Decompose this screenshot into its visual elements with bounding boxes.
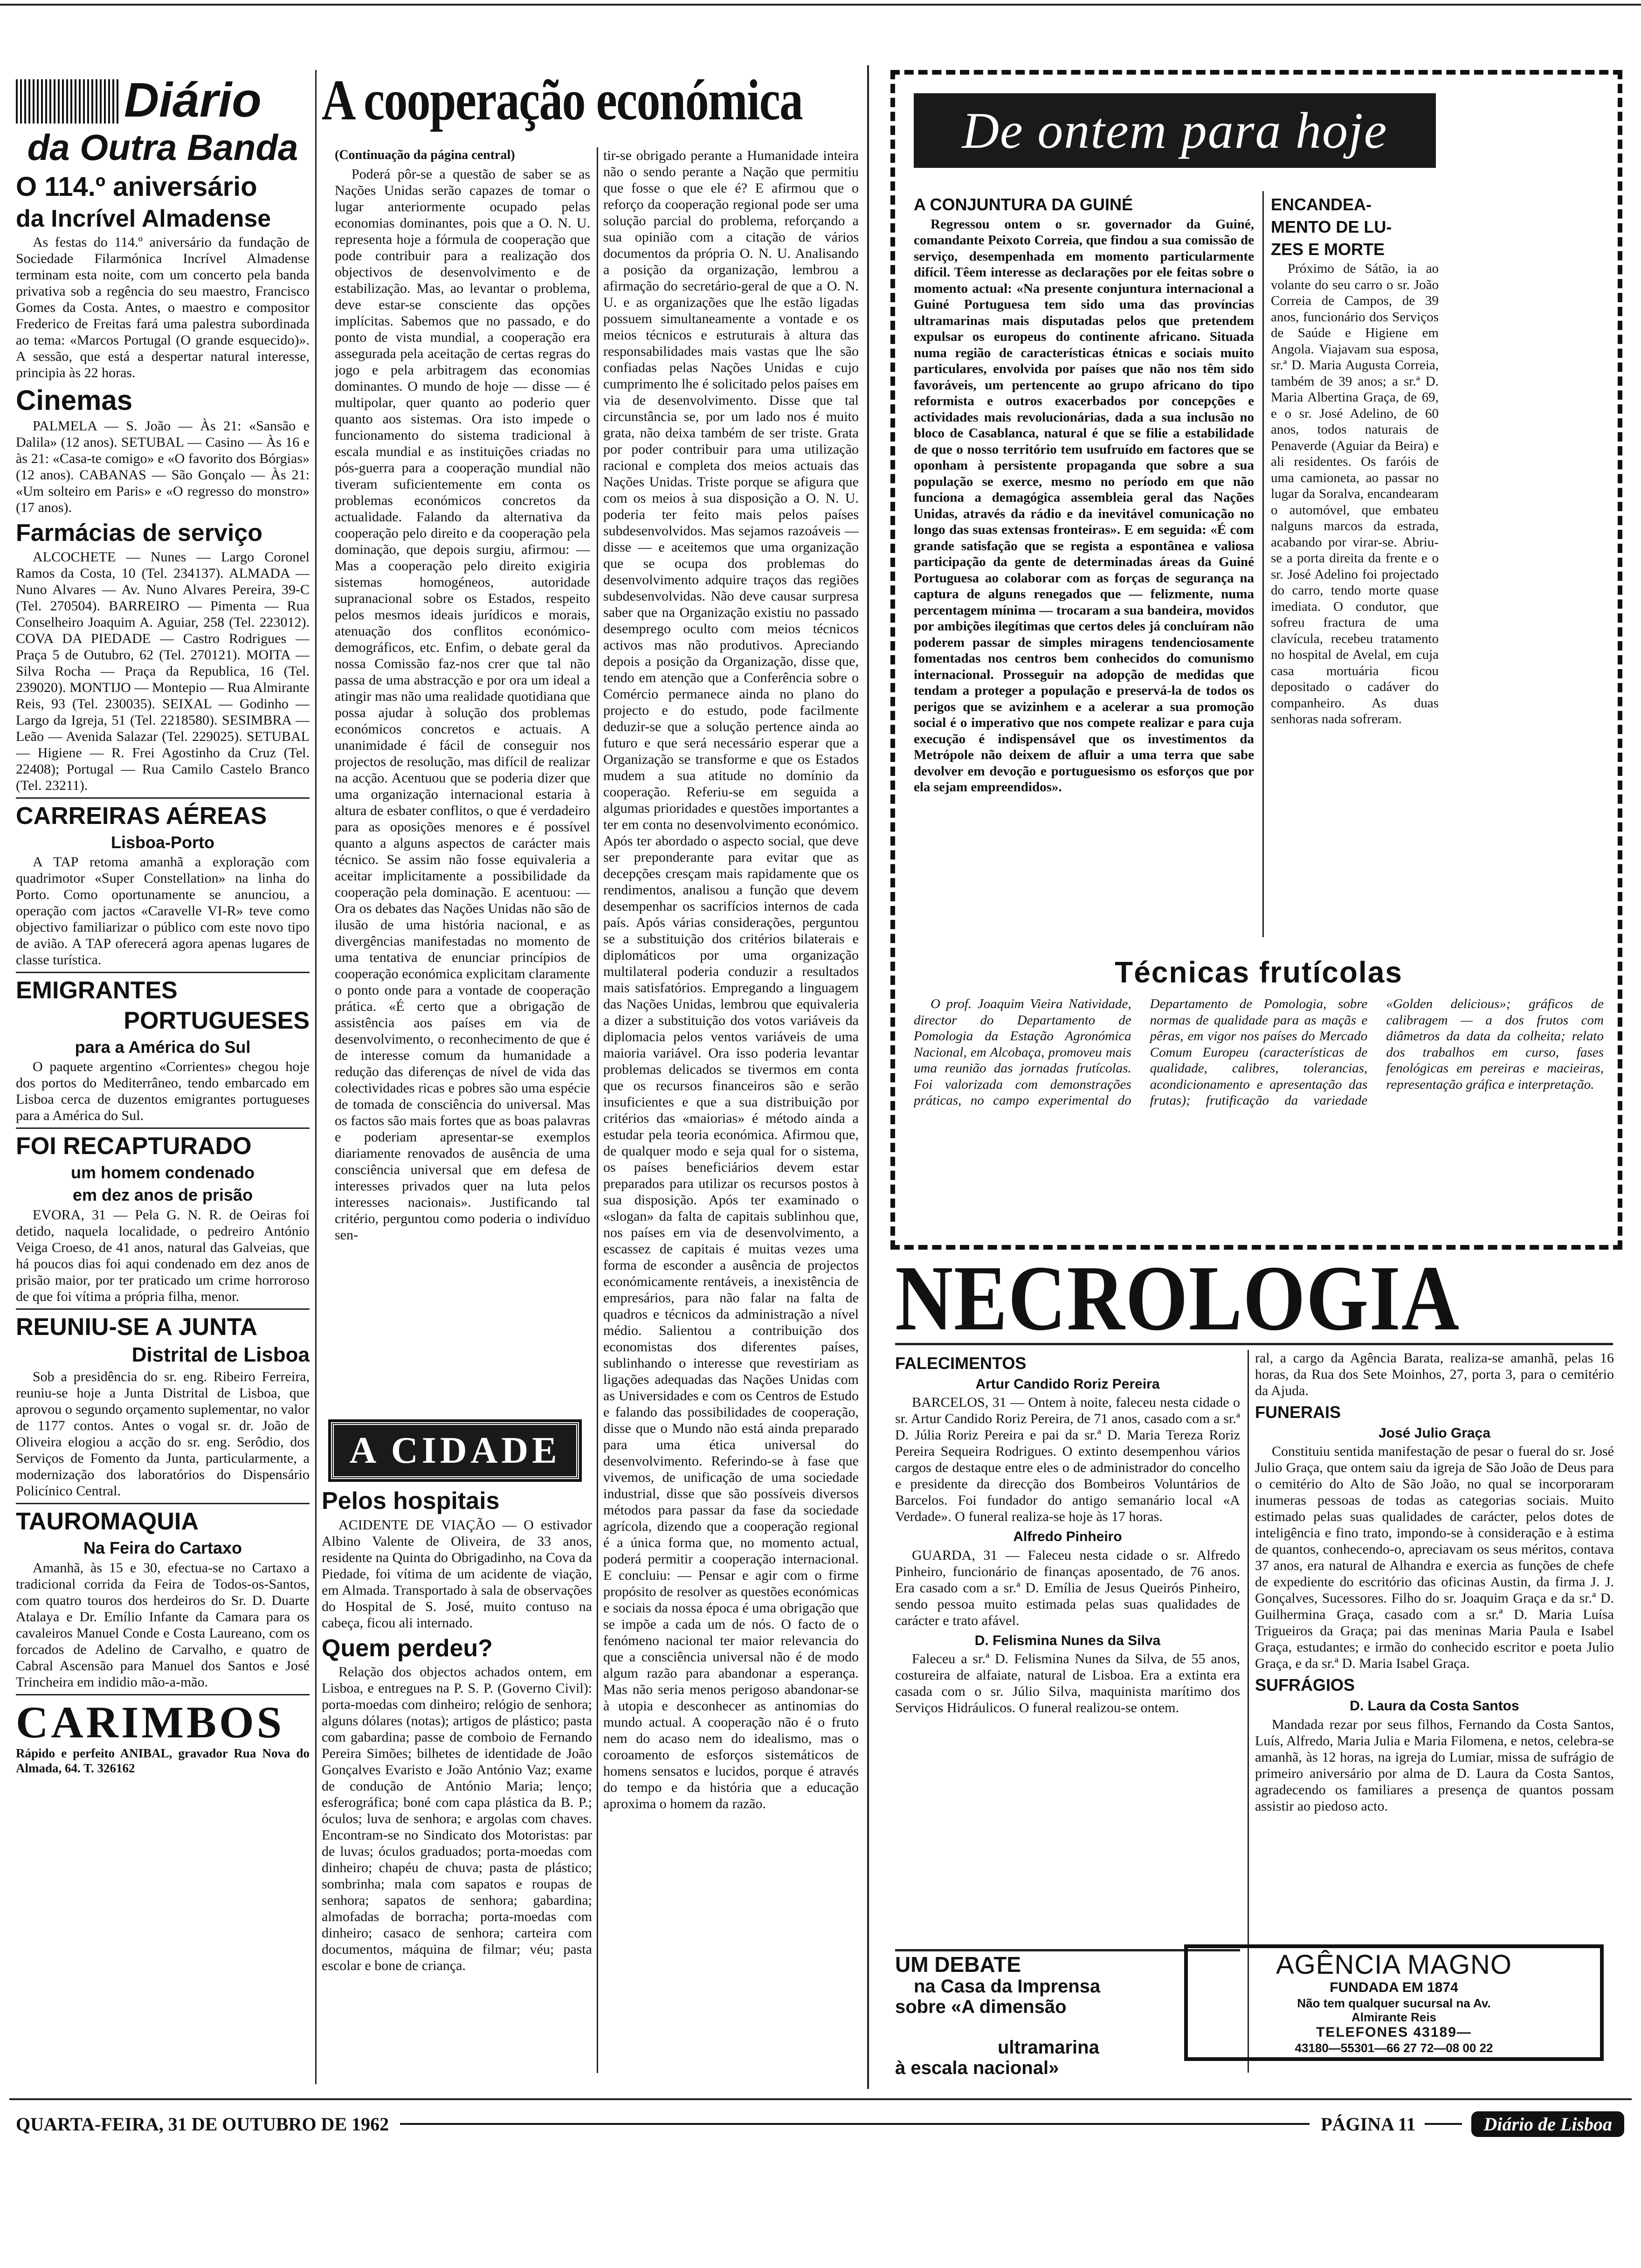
agencia-nao-tem: Não tem qualquer sucursal na Av. Almirante Reis: [1297, 1996, 1491, 2024]
guine-column: [914, 191, 1254, 947]
footer: [16, 2108, 1624, 2140]
continuation-note: (Continuação da página central): [335, 148, 515, 162]
guine-text: Regressou ontem o sr. governador da Guiné, comandante Peixoto Correia, que findou a sua comissão de serviço, desempenhada em momento particularmente difícil. Têem interesse as declarações por ele feitas sobre o momento actual: «Na presente conjuntura internacional a Guiné Portuguesa tem sido uma das províncias ultramarinas mais disputadas pelos que pretendem expulsar os europeus do continente africano. Situada numa região de características étnicas e sociais muito particulares, envolvida por países que não nos têm sido favoráveis, um pertencente ao grupo africano do tipo reformista e outros exacerbados por concepções e actividades mais revolucionárias, dada a sua inclusão no bloco de Casablanca, natural é que se filie a estabilidade de que o nosso território tem usufruído em factores que se oponham à persistente propaganda que sobre a sua população se exerce, mesmo no período em que não funciona a demagógica assembleia geral das Nações Unidas, através da rádio e da inevitável comunicação no longo das suas extensas fronteiras». E em seguida: «É com grande satisfação que se regista a espontânea e valiosa participação da gente de determinadas áreas da Guiné Portuguesa ao colaborar com as forças de segurança na captura de alguns renegados que — felizmente, numa percentagem mínima — trocaram a sua bandeira, movidos por ambições ilegítimas que certos deles já concluíram não poderem passar de simples miragens tendenciosamente fomentadas nos centros bem conhecidos do comunismo internacional. Prosseguir na adopção de medidas que tendam a proteger a população e preservá-la de todos os perigos que se avizinhem e a acelerar a sua promoção social é o imperativo que nos compete realizar e para cuja execução é indispensável que os investimentos da Metrópole não deixem de afluir a uma terra que sabe devolver em devoção e portuguesismo os esforços que por ela sejam empreendidos».: [914, 216, 1254, 795]
cooperacao-headline: A cooperação económica: [322, 68, 803, 132]
n1-text: BARCELOS, 31 — Ontem à noite, faleceu nesta cidade o sr. Artur Candido Roriz Pereira, de 71 anos, casado com a sr.ª D. Júlia Roriz Pereira e pai da sr.ª D. Maria Tereza Roriz Pereira Sequeira Rodrigues. O extinto desempenhou vários cargos de destaque entre eles o de administrador do concelho e presidente da direcção dos Bombeiros Voluntários de Barcelos. Foi fundador do antigo semanário local «A Verdade». O funeral realiza-se hoje às 17 horas.: [895, 1395, 1240, 1525]
n3-text: Faleceu a sr.ª D. Felismina Nunes da Silva, de 55 anos, costureira de alfaiate, natural de Lisboa. Era a extinta era casada com o sr. Júlio Silva, maquinista marítimo dos Serviços Hidráulicos. O funeral realizou-se ontem.: [895, 1651, 1240, 1716]
agencia-name: AGÊNCIA MAGNO: [1276, 1950, 1512, 1980]
necrologia-banner: [895, 1259, 1622, 1338]
necrologia-banner-text: NECROLOGIA: [895, 1259, 1460, 1338]
s1-text: Mandada rezar por seus filhos, Fernando da Costa Santos, Luís, Alfredo, Maria Julia e Maria Filomena, e netos, celebra-se amanhã, às 12 horas, na igreja do Lumiar, missa de sufrágio de primeiro aniversário por alma de D. Laura da Costa Santos, agradecendo os familiares a presença de quantos possam assistir ao piedoso acto.: [1255, 1716, 1614, 1814]
n3-name: D. Felismina Nunes da Silva: [974, 1632, 1161, 1648]
quem-perdeu-text: Relação dos objectos achados ontem, em Lisboa, e entregues na P. S. P. (Governo Civil): porta-moedas com dinheiro; relógio de senhora; alguns dólares (notas); artigos de plástico; pasta com gabardina; passe de comboio de Fernando Pereira Simões; bilhetes de identidade de João Gonçalves Evaristo e João António Vaz; exame de condução de António Maria; lenço; esferográfica; boné com capa plástica da B. P.; óculos; luva de senhora; e argolas com chaves. Encontram-se no Sindicato dos Motoristas: par de luvas; óculos graduados; porta-moedas com dinheiro; chapéu de chuva; pasta de plástico; sombrinha; mala com sapatos e roupas de senhora; sapatos de senhora; gabardina; almofadas de borracha; porta-moedas com dinheiro; casaco de senhora; carteira com documentos, máquina de filmar; véu; pasta escolar e bone de criança.: [322, 1664, 592, 1974]
carimbos-headline: CARIMBOS: [16, 1697, 285, 1747]
footer-line: [400, 2123, 1310, 2125]
emigrantes-text: O paquete argentino «Corrientes» chegou hoje dos portos do Mediterrâneo, tendo embarcado em Lisboa cerca de duzentos emigrantes portugueses para a América do Sul.: [16, 1059, 310, 1124]
hospitais-text: ACIDENTE DE VIAÇÃO — O estivador Albino Valente de Oliveira, de 33 anos, residente na Quinta do Obrigadinho, na Cova da Piedade, foi vítima de um acidente de viação, em Almada. Transportado à sala de observações do Hospital de S. José, muito contuso na cabeça, ficou ali internado.: [322, 1517, 592, 1631]
junta-text: Sob a presidência do sr. eng. Ribeiro Ferreira, reuniu-se hoje a Junta Distrital de Lisboa, que aprovou o segundo orçamento suplementar, no valor de 1177 contos. Antes o vogal sr. dr. João de Oliveira elogiou a acção do sr. eng. Serôdio, dos Serviços de Fomento da Junta, particularmente, a modernização dos laboratórios do Dispensário Policínico Central.: [16, 1369, 310, 1499]
agencia-fundada: FUNDADA EM 1874: [1330, 1980, 1458, 1995]
recapturado-text: EVORA, 31 — Pela G. N. R. de Oeiras foi detido, naquela localidade, o pedreiro António Veiga Croeso, de 41 anos, natural das Galveias, que há poucos dias foi aqui condenado em dez anos de prisão maior, por ter praticado um crime horroroso de que foi vítima a própria filha, menor.: [16, 1207, 310, 1304]
tauromaquia-subheadline: Na Feira do Cartaxo: [83, 1538, 242, 1558]
debate-head-1: UM DEBATE: [895, 1952, 1021, 1977]
cooperacao-text-1: Poderá pôr-se a questão de saber se as Nações Unidas serão capazes de tomar o lugar anteriormente ocupado pelas economias dominantes, pois que a O. N. U. representa hoje a fórmula de cooperação que pode contribuir para a realização dos objectivos de desenvolvimento e de estabilização. Mas, ao levantar o problema, deve estar-se consciente das opções implícitas. Sabemos que no passado, e do ponto de vista mundial, a cooperação era assegurada pela aceitação de certas regras do jogo e pela arbitragem das economias dominantes. O mundo de hoje — disse — é multipolar, quer quanto ao poderio quer quanto aos sistemas. Ora isto impede o funcionamento do sistema tradicional à escala mundial e as instituições criadas no pós-guerra para a cooperação mundial não tiveram suficientemente em conta os problemas económicos concretos da actualidade. Falando da alternativa da cooperação pelo direito e da cooperação pela dominação, que depois surgiu, afirmou: — Mas a cooperação pelo direito exigiria sistemas homogéneos, autoridade supranacional sobre os Estados, respeito pelos mesmos ideais jurídicos e morais, atenuação dos conflitos económico-demográficos, etc. Enfim, o debate geral da nossa Comissão faz-nos crer que tal não passa de uma abstracção e por ora um ideal a atingir mas não uma realidade quotidiana que possa ajudar à solução dos problemas económicos concretos e actuais. A unanimidade é fácil de conseguir nos projectos de resolução, mas difícil de realizar na acção. Acentuou que se poderia dizer que uma organização internacional estaria à altura de esbater conflitos, o que é verdadeiro para as oposições menores e é possível quanto a alguns aspectos de carácter mais técnico. Se assim não fosse equivaleria a aceitar implicitamente a possibilidade da cooperação pela dominação. E acentuou: — Ora os debates das Nações Unidas não são de ilusão de uma história nacional, e as divergências manifestadas no momento de uma tentativa de enunciar princípios de cooperação económica explicitam claramente o ponto onde para a vontade de cooperação prática. «É certo que a obrigação de assistência aos países em via de desenvolvimento, o reconhecimento de que é de interesse comum da humanidade a redução das diferenças de nível de vida das colectividades ricas e pobres são uma espécie de tomada de consciência do universal. Mas os factos são mais fortes que as boas palavras e poderiam apresentar-se exemplos diariamente renovados de ausência de uma consciência universal que em defesa de interesses privados quer na luta pelos interesses nacionais». Justificando tal critério, perguntou como poderia o indivíduo sen-: [335, 166, 590, 1243]
aniversario-subheadline: da Incrível Almadense: [16, 205, 271, 232]
cinemas-headline: Cinemas: [16, 385, 133, 416]
ontem-banner: [914, 93, 1436, 168]
n2-name: Alfredo Pinheiro: [1013, 1529, 1122, 1545]
footer-rule: [9, 2098, 1632, 2100]
divider: [16, 1503, 310, 1504]
masthead-subtitle: da Outra Banda: [27, 127, 298, 168]
cooperacao-col-2: [603, 147, 859, 2073]
debate-head-2: na Casa da Imprensa: [914, 1976, 1101, 1997]
aereas-text: A TAP retoma amanhã a exploração com quadrimotor «Super Constellation» na linha do Porto. Como oportunamente se anunciou, a operação com jactos «Caravelle VI-R» teve como objectivo familiarizar o público com este novo tipo de avião. A TAP oferecerá agora apenas lugares de classe turística.: [16, 854, 310, 968]
s1-name: D. Laura da Costa Santos: [1350, 1698, 1519, 1714]
column-rule: [315, 70, 317, 2084]
tecnicas-text: O prof. Joaquim Vieira Natividade, director do Departamento de Pomologia da Estação Agronómica Nacional, em Alcobaça, promoveu mais uma reunião das jornadas frutícolas. Foi valorizada com demonstrações práticas, no campo experimental do Departamento de Pomologia, sobre normas de qualidade para as maçãs e pêras, em vigor nos países do Mercado Comum Europeu (características de qualidade, calibres, tolerancias, acondicionamento e apresentação das frutas); frutificação da variedade «Golden delicious»; gráficos de calibragem — a dos frutos com diâmetros da data da colheita; relato dos trabalhos em curso, fases fenológicas em pereiras e macieiras, representação gráfica e interpretação.: [914, 996, 1604, 1108]
n2-text: GUARDA, 31 — Faleceu nesta cidade o sr. Alfredo Pinheiro, funcionário de finanças aposentado, de 76 anos. Era casado com a sr.ª D. Emília de Jesus Queirós Pinheiro, sendo pessoa muito estimada pelas suas qualidades de carácter e trato afável.: [895, 1547, 1240, 1628]
tecnicas-section: [914, 951, 1604, 1231]
quem-perdeu-headline: Quem perdeu?: [322, 1634, 493, 1662]
recapturado-sub-1: um homem condenado: [70, 1163, 255, 1182]
emigrantes-headline-2: PORTUGUESES: [124, 1007, 310, 1035]
aereas-headline: CARREIRAS AÉREAS: [16, 802, 267, 830]
junta-headline: REUNIU-SE A JUNTA: [16, 1313, 258, 1341]
footer-page: PÁGINA 11: [1321, 2113, 1416, 2135]
recapturado-sub-2: em dez anos de prisão: [72, 1185, 253, 1204]
encandeamento-headline-1: ENCANDEA-: [1271, 195, 1372, 214]
debate-head-3: sobre «A dimensão: [895, 1997, 1067, 2018]
cooperacao-headline-box: [322, 65, 881, 135]
column-rule: [867, 65, 869, 2089]
recapturado-headline: FOI RECAPTURADO: [16, 1133, 252, 1160]
cinemas-text: PALMELA — S. João — Às 21: «Sansão e Dalila» (12 anos). SETUBAL — Casino — Às 16 e às 21: «Casa-te comigo» e «O favorito dos Bórgias» (12 anos). CABANAS — São Gonçalo — Às 21: «Um solteiro em Paris» e «O regresso do monstro» (17 anos).: [16, 418, 310, 516]
agencia-numeros: 43180—55301—66 27 72—08 00 22: [1295, 2041, 1493, 2055]
necrologia-col-1: [895, 1350, 1240, 1947]
falecimentos-headline: FALECIMENTOS: [895, 1354, 1027, 1373]
farmacias-headline: Farmácias de serviço: [16, 519, 262, 547]
tauromaquia-text: Amanhã, às 15 e 30, efectua-se no Cartaxo a tradicional corrida da Feira de Todos-os-Santos, com quatro touros dos herdeiros do Sr. D. Duarte Atalaya e Dr. Emílio Infante da Camara para os cavaleiros Manuel Conde e Costa Laureano, com os forcados de Adelino de Carvalho, e quatro de Cabral Ascensão para Manuel dos Santos e José Trincheira em indidio mão-a-mão.: [16, 1560, 310, 1690]
encandeamento-headline-2: MENTO DE LU-: [1271, 217, 1392, 236]
agencia-telefones: TELEFONES 43189—: [1316, 2025, 1472, 2040]
funerais-headline: FUNERAIS: [1255, 1403, 1341, 1422]
cooperacao-text-2: tir-se obrigado perante a Humanidade inteira não o sendo perante a Nação que permitiu que fosse o que ele é? E afirmou que o reforço da cooperação regional pode ser uma solução parcial do problema, reforçando a sua opinião com a citação de vários documentos da própria O. N. U. Analisando a posição da organização, lembrou a afirmação do secretário-geral de que a O. N. U. e as organizações que lhe estão ligadas possuem simultaneamente a vontade e os meios técnicos e estruturais à altura das responsabilidades mais vastas que lhe são confiadas pelas Nações Unidas e cujo cumprimento lhe é solicitado pelos países em via de desenvolvimento. Disse que tal circunstância se, por um lado nos é muito grata, não deixa também de ser triste. Grata por poder contribuir para uma utilização racional e completa dos meios actuais das Nações Unidas. Triste porque se afigura que com os meios à sua disposição a O. N. U. poderia ter feito mais pelos países subdesenvolvidos. Mas sejamos razoáveis — disse — e aceitemos que uma organização que se ocupa dos problemas do desenvolvimento adquire traços das regiões subdesenvolvidas. Não deve causar surpresa saber que na Organização existiu no passado desemprego oculto com meios técnicos activos mas não produtivos. Apreciando depois a posição da Organização, disse que, tendo em atenção que a Conferência sobre o Comércio permanece ainda no plano do projecto e do estudo, pode facilmente deduzir-se que a solução pertence ainda ao futuro e que será necessário esperar que a Organização se transforme e que os Estados mudem a sua atitude no domínio da cooperação. Referiu-se em seguida a algumas prioridades e questões importantes a ter em conta no desenvolvimento económico. Após ter abordado o aspecto social, que deve ser preponderante para evitar que as decepções cresçam mais rapidamente que os rendimentos, analisou a função que devem desempenhar os sacrifícios internos de cada país. Após várias considerações, perguntou se a substituição dos critérios bilaterais e diplomáticos por uma organização multilateral poderia conduzir a resultados mais satisfatórios. Empregando a linguagem das Nações Unidas, lembrou que equivaleria a dizer a substituição dos votos variáveis da diplomacia pelos ventos variáveis de uma maioria variável. Ora isso poderia levantar problemas delicados se tivermos em conta que os recursos financeiros são e serão insuficientes e que a sua distribuição por critérios das «maiorias» é método ainda a estudar pela teoria económica. Afirmou que, de qualquer modo e seja qual for o sistema, os países beneficiários devem estar preparados para utilizar os recursos postos à sua disposição. Após ter examinado o «slogan» da falta de capitais sublinhou que, nos países em via de desenvolvimento, a escassez de capitais é muitas vezes uma forma de esconder a ausência de projectos económicamente rentáveis, a inexistência de empresários, para não falar na falta de quadros e técnicos da administração a nível médio. Salientou a contribuição dos economistas dos diferentes países, sublinhando o interesse que revestiriam as ligações adequadas das Nações Unidas com as Universidades e com os Centros de Estudo e falando das possibilidades de cooperação, disse que o Mundo não está ainda preparado para uma ética universal do desenvolvimento. Referindo-se à fase que vivemos, de unificação de uma sociedade industrial, disse que são possíveis diversos métodos para passar da fase da sociedade agrícola, dizendo que a cooperação regional é a única forma que, no momento actual, poderá permitir a cooperação internacional. E concluiu: — Pensar e agir com o firme propósito de resolver as questões económicas e sociais da nossa época é uma obrigação que se impõe a cada um de nós. O facto de o fenómeno nacional ter maior relevancia do que a consciência universal não é de modo algum razão para abandonar a esperança. Mas não seria menos perigoso abandonar-se à utopia e desconhecer as antinomias do mundo actual. A cooperação não é o fruto nem do acaso nem do idealismo, mas o coroamento de esforços sistemáticos de homens sensatos e lucidos, porque é através do tempo e da história que a educação aproxima o homem da razão.: [603, 148, 859, 1812]
cidade-section: [322, 1418, 592, 2061]
divider: [16, 797, 310, 799]
tauromaquia-headline: TAUROMAQUIA: [16, 1508, 199, 1535]
aniversario-text: As festas do 114.º aniversário da fundação de Sociedade Filarmónica Incrível Almadense terminam esta noite, com um concerto pela banda privativa sob a regência do seu maestro, Francisco Gomes da Costa. Antes, o maestro e compositor Frederico de Freitas fará uma palestra subordinada ao tema: «Marcos Portugal (O grande esquecido)». A sessão, que está a despertar natural interesse, principia às 22 horas.: [16, 235, 310, 381]
hospitais-headline: Pelos hospitais: [322, 1487, 500, 1514]
divider: [16, 1694, 310, 1695]
necrologia-col-2: [1255, 1350, 1614, 1928]
aereas-subheadline: Lisboa-Porto: [111, 832, 214, 852]
farmacias-text: ALCOCHETE — Nunes — Largo Coronel Ramos da Costa, 10 (Tel. 234137). ALMADA — Nuno Alvares — Av. Nuno Alvares Pereira, 39-C (Tel. 270504). BARREIRO — Pimenta — Rua Conselheiro Joaquim A. Aguiar, 258 (Tel. 223012). COVA DA PIEDADE — Castro Rodrigues — Praça 5 de Outubro, 62 (Tel. 270121). MOITA — Silva Rocha — Praça da Republica, 16 (Tel. 239020). MONTIJO — Montepio — Rua Almirante Reis, 93 (Tel. 230035). SEIXAL — Godinho — Largo da Igreja, 51 (Tel. 2218580). SESIMBRA — Leão — Avenida Salazar (Tel. 229025). SETUBAL — Higiene — R. Frei Agostinho da Cruz (Tel. 22408); Portugal — Rua Camilo Castelo Branco (Tel. 23211).: [16, 549, 310, 794]
carimbos-text: Rápido e perfeito ANIBAL, gravador Rua Nova do Almada, 64. T. 326162: [16, 1746, 310, 1775]
aniversario-headline: O 114.º aniversário: [16, 172, 257, 202]
masthead-title: Diário: [124, 73, 262, 127]
left-column: [16, 70, 310, 2089]
encandeamento-headline-3: ZES E MORTE: [1271, 239, 1385, 259]
debate-head-4: ultramarina: [998, 2038, 1099, 2058]
masthead: [16, 70, 310, 127]
encandeamento-text: Próximo de Sátão, ia ao volante do seu carro o sr. João Correia de Campos, de 39 anos, funcionário dos Serviços de Saúde e Higiene em Angola. Viajavam sua esposa, sr.ª D. Maria Augusta Correia, também de 39 anos; a sr.ª D. Maria Albertina Graça, de 69, e o sr. José Adelino, de 60 anos, todos naturais de Penaverde (Aguiar da Beira) e ali residentes. Os faróis de uma camioneta, ao passar no lugar da Soralva, encandearam o automóvel, que embateu nalguns marcos da estrada, acabando por virar-se. Abriu-se a porta direita da frente e o sr. José Adelino foi projectado do carro, tendo morte quase imediata. O condutor, que sofreu fractura de uma clavícula, recebeu tratamento no hospital de Avelal, em cuja casa mortuária ficou depositado o cadáver do companheiro. As duas senhoras nada sofreram.: [1271, 261, 1439, 727]
f1-name: José Julio Graça: [1378, 1425, 1491, 1441]
emigrantes-headline: EMIGRANTES: [16, 977, 178, 1004]
debate-head-5: à escala nacional»: [895, 2058, 1059, 2078]
divider: [16, 1308, 310, 1310]
tecnicas-headline: Técnicas frutícolas: [1115, 955, 1403, 989]
cooperacao-col-1: [335, 147, 590, 1416]
encandeamento-column: [1271, 191, 1439, 947]
column-rule: [597, 147, 598, 2073]
guine-headline: A CONJUNTURA DA GUINÉ: [914, 195, 1133, 214]
emigrantes-subheadline: para a América do Sul: [75, 1037, 251, 1057]
top-rule: [0, 4, 1641, 6]
ontem-banner-text: De ontem para hoje: [962, 102, 1388, 159]
n1-name: Artur Candido Roriz Pereira: [975, 1376, 1160, 1392]
agencia-magno-ad: [1184, 1944, 1604, 2061]
cidade-banner: [331, 1422, 579, 1479]
masthead-stripes: [16, 79, 118, 124]
cidade-banner-text: A CIDADE: [349, 1430, 561, 1471]
footer-paper: Diário de Lisboa: [1471, 2111, 1624, 2137]
column-rule: [1262, 191, 1264, 937]
n-right-top: ral, a cargo da Agência Barata, realiza-se amanhã, pelas 16 horas, da Rua dos Sete Moinhos, 27, porta 3, para o cemitério da Ajuda.: [1255, 1350, 1614, 1398]
junta-subheadline: Distrital de Lisboa: [131, 1343, 310, 1367]
f1-text: Constituiu sentida manifestação de pesar o fueral do sr. José Julio Graça, que ontem saiu da igreja de São João de Deus para o cemitério do Alto de São João, no qual se incorporaram inumeras pessoas de todas as categorias sociais. Muito estimado pelas suas qualidades de carácter, pelos dotes de inteligência e fino trato, impondo-se à consideração e à estima de quantos, conhecendo-o, apreciavam os seus méritos, contava 37 anos, era natural de Alhandra e exercia as funções de chefe de expediente do escritório das oficinas Austin, da firma J. J. Gonçalves, Sucessores. Filho do sr. Joaquim Graça e da sr.ª D. Guilhermina Graça, casado com a sr.ª D. Maria Luísa Trigueiros da Graça; pai das meninas Maria Paula e Isabel Graça, estudantes; e irmão do conhecido escritor e poeta Julio Graça, e da sr.ª D. Maria Isabel Graça.: [1255, 1444, 1614, 1672]
divider: [16, 1127, 310, 1129]
necrologia-rule: [895, 1343, 1613, 1345]
divider: [16, 972, 310, 973]
footer-date: QUARTA-FEIRA, 31 DE OUTUBRO DE 1962: [16, 2113, 389, 2135]
sufragios-headline: SUFRÁGIOS: [1255, 1675, 1355, 1695]
footer-line: [1425, 2123, 1462, 2125]
